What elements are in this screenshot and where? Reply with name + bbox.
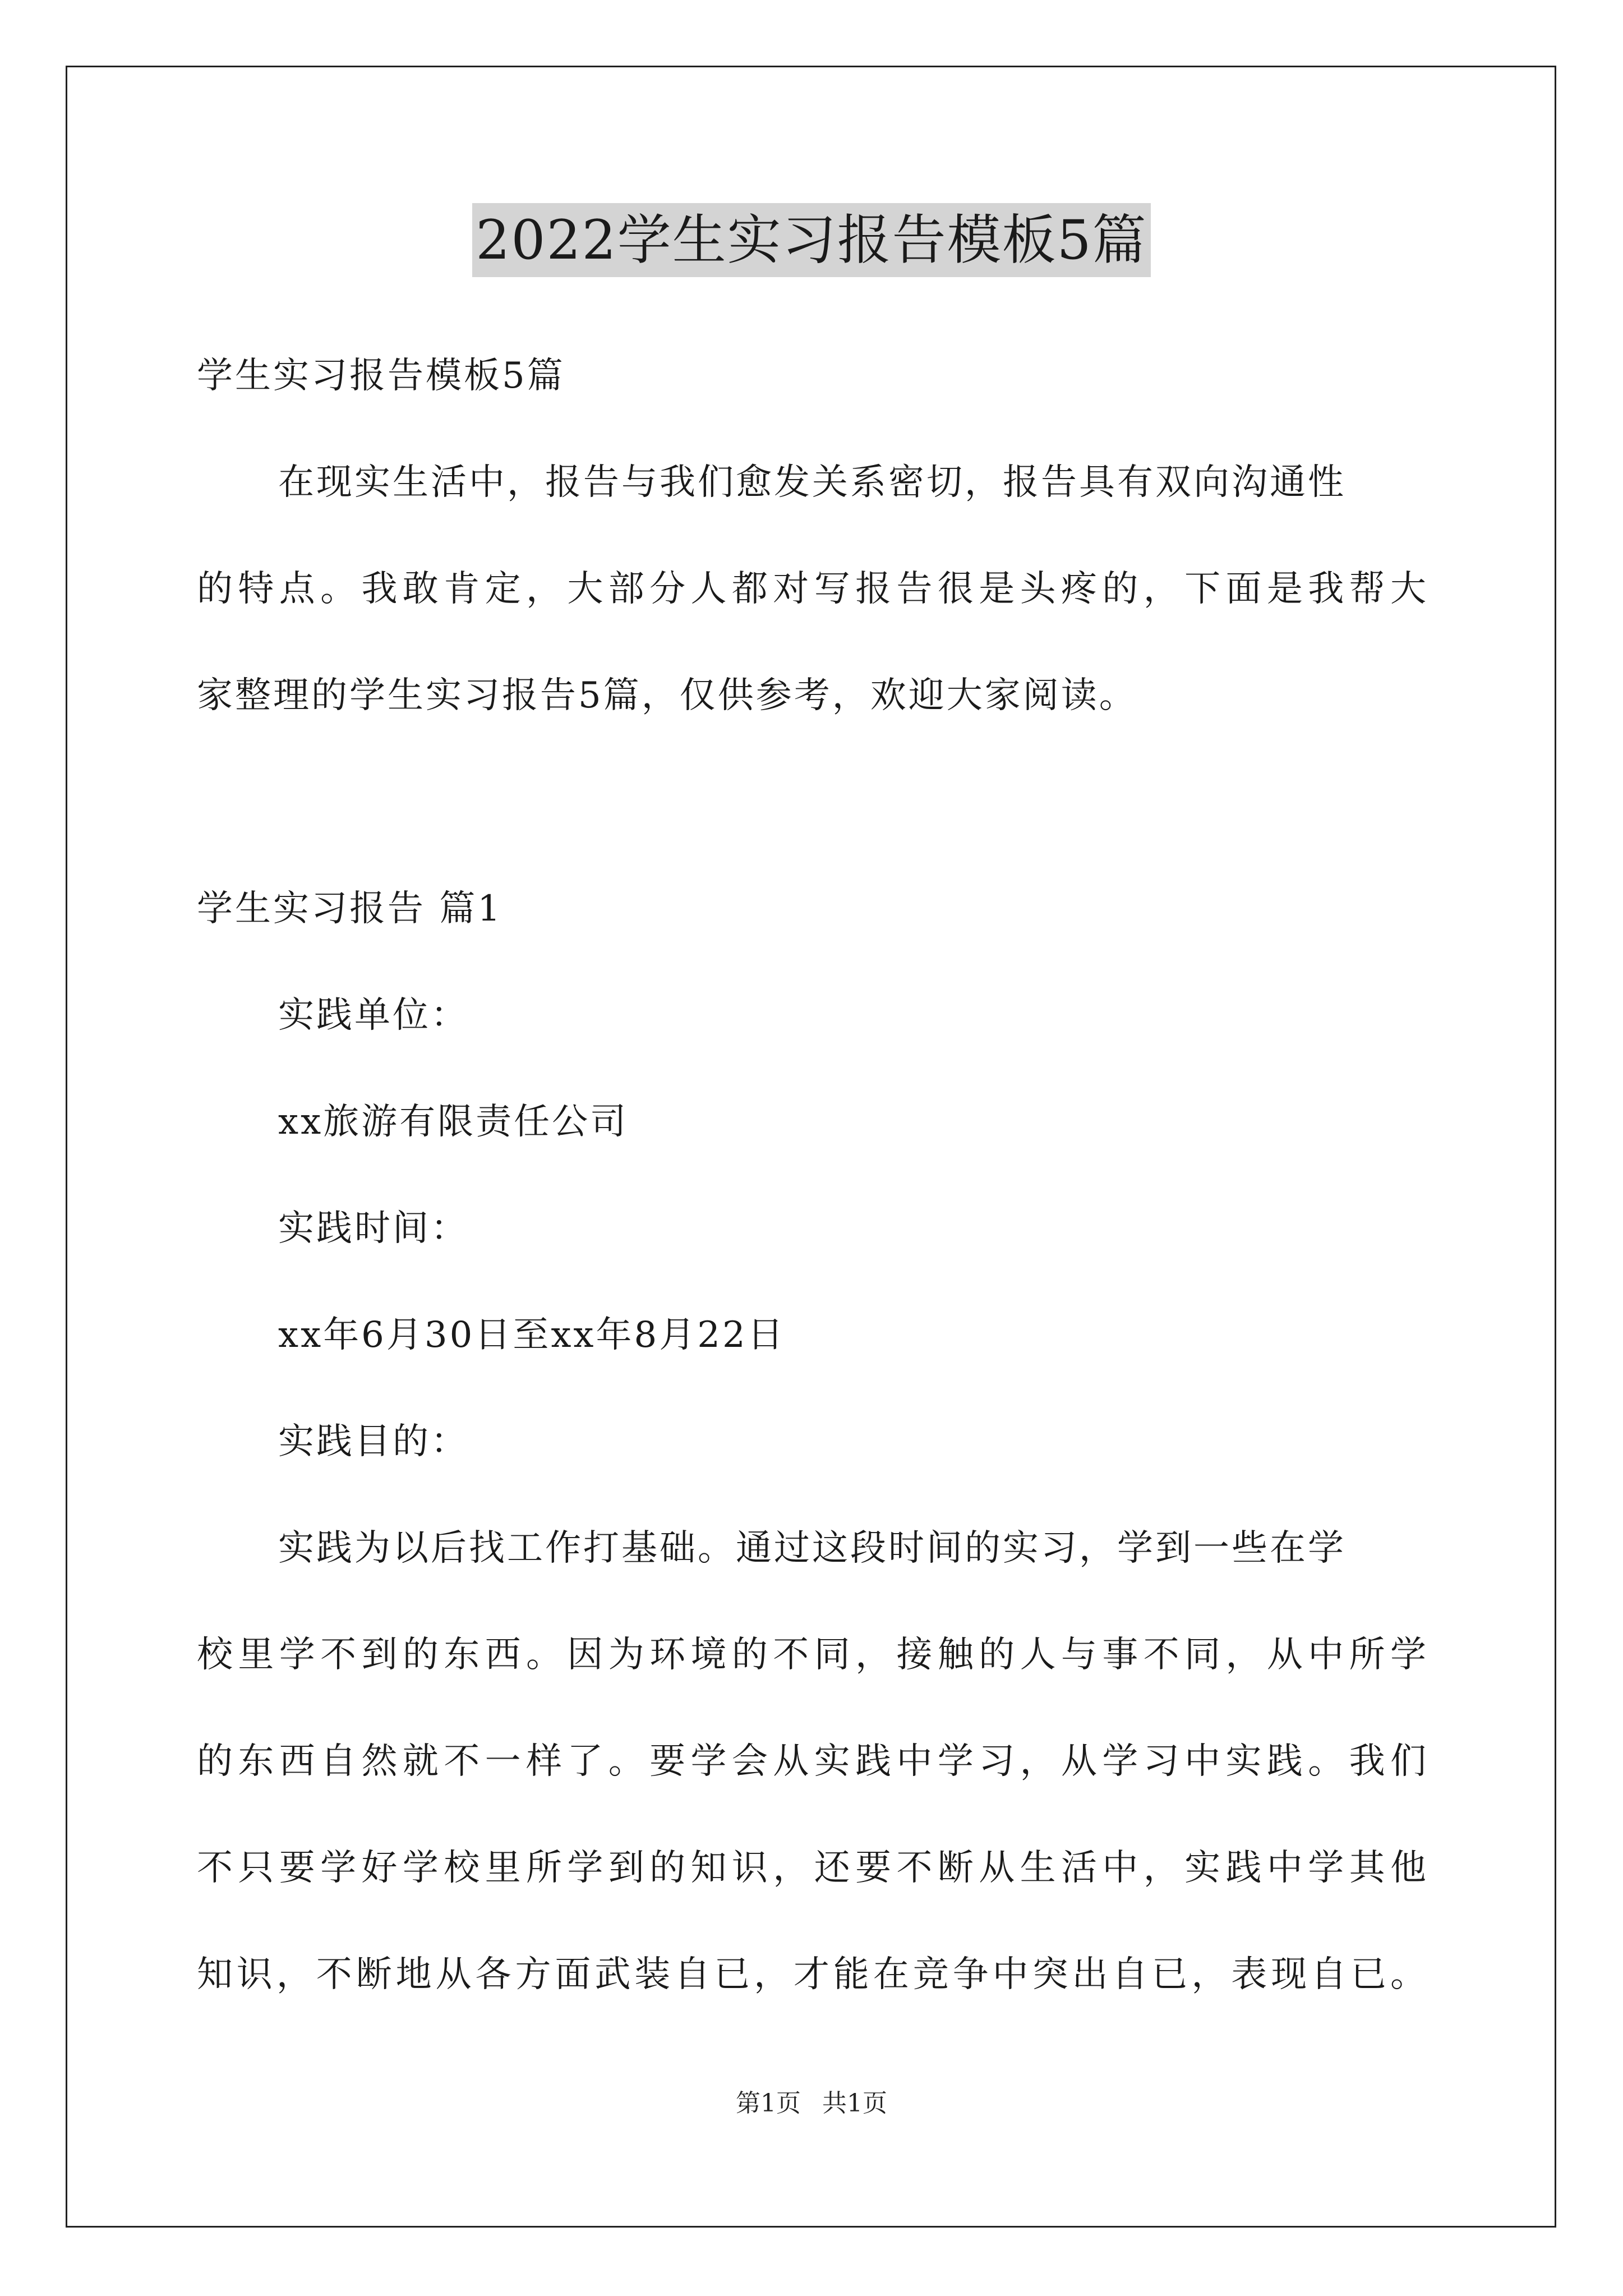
page-total: 共1页	[822, 2089, 887, 2118]
body-line-2: 校里学不到的东西。因为环境的不同，接触的人与事不同，从中所学	[197, 1634, 1428, 1676]
field-value-unit: xx旅游有限责任公司	[278, 1101, 629, 1143]
intro-line-3: 家整理的学生实习报告5篇，仅供参考，欢迎大家阅读。	[197, 675, 1137, 716]
body-line-3: 的东西自然就不一样了。要学会从实践中学习，从学习中实践。我们	[197, 1741, 1428, 1782]
intro-line-1: 在现实生活中，报告与我们愈发关系密切，报告具有双向沟通性	[278, 462, 1346, 503]
body-line-5: 知识，不断地从各方面武装自已，才能在竞争中突出自已，表现自已。	[197, 1954, 1428, 1995]
body-line-4: 不只要学好学校里所学到的知识，还要不断从生活中，实践中学其他	[197, 1847, 1428, 1889]
section-heading: 学生实习报告 篇1	[197, 888, 503, 930]
page-number: 第1页	[736, 2089, 801, 2118]
intro-line-2: 的特点。我敢肯定，大部分人都对写报告很是头疼的，下面是我帮大	[197, 568, 1428, 610]
field-value-time: xx年6月30日至xx年8月22日	[278, 1314, 786, 1356]
document-title: 2022学生实习报告模板5篇	[472, 203, 1150, 277]
subtitle-line: 学生实习报告模板5篇	[197, 355, 565, 397]
title-container	[0, 203, 1623, 277]
body-line-1: 实践为以后找工作打基础。通过这段时间的实习，学到一些在学	[278, 1527, 1346, 1569]
field-label-time: 实践时间：	[278, 1208, 469, 1249]
field-label-unit: 实践单位：	[278, 995, 469, 1036]
field-label-purpose: 实践目的：	[278, 1421, 469, 1462]
page-footer	[0, 2088, 1623, 2119]
